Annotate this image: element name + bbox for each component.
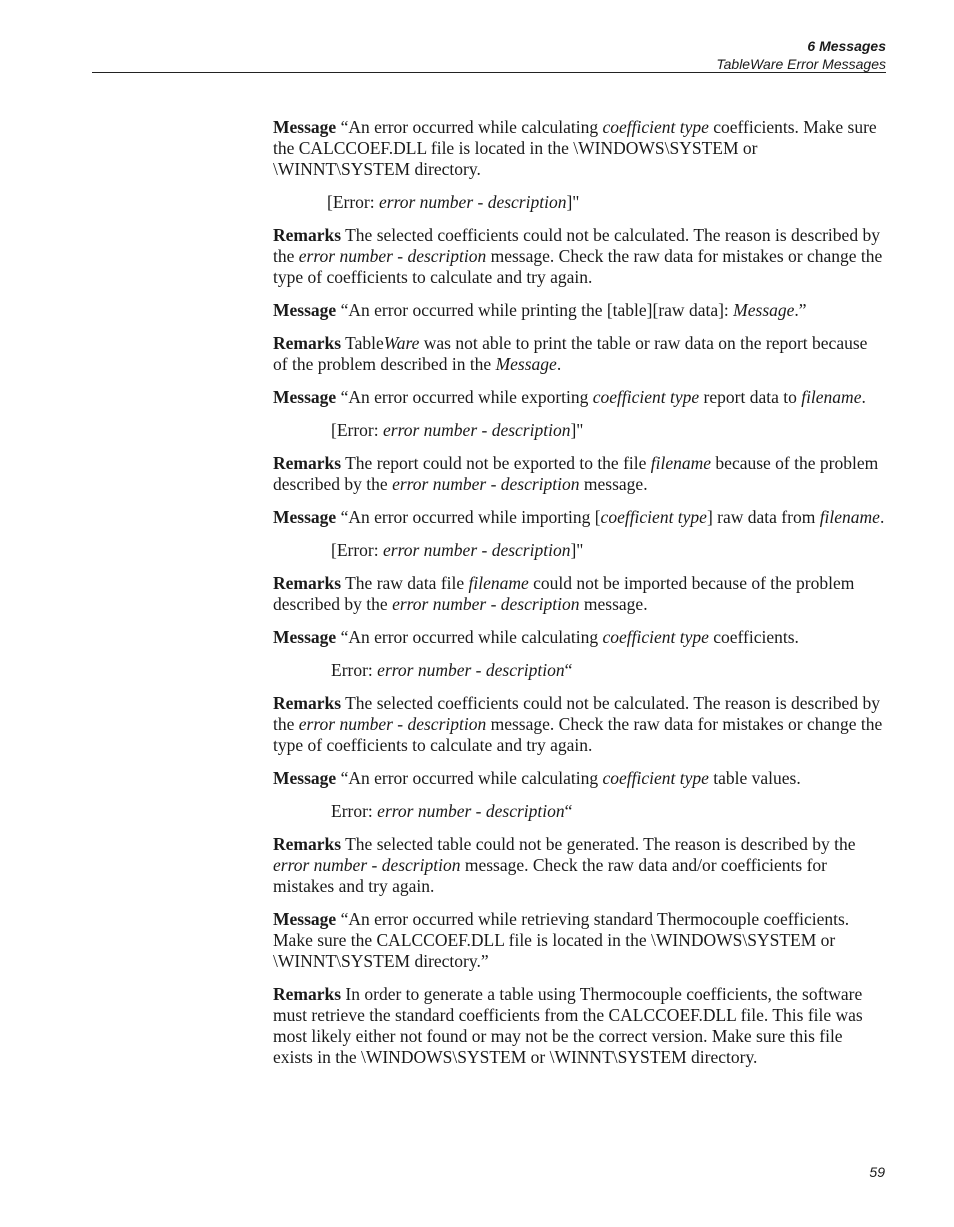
remarks-5: Remarks The selected coefficients could not be calculated. The reason is described by the error number - description message. Check the raw data for mistakes or change the type of coefficients to calculate and try again.: [273, 693, 883, 755]
remarks-label: Remarks: [273, 453, 342, 473]
error-line-4: [Error: error number - description]": [331, 540, 584, 560]
message-label: Message: [273, 117, 337, 137]
remarks-label: Remarks: [273, 225, 342, 245]
remarks-label: Remarks: [273, 693, 342, 713]
message-list: [273, 117, 885, 1080]
remarks-label: Remarks: [273, 984, 342, 1004]
remarks-6: Remarks The selected table could not be generated. The reason is described by the error number - description message. Check the raw data and/or coefficients for mistakes and try again.: [273, 834, 856, 896]
message-label: Message: [273, 768, 337, 788]
section-title: TableWare Error Messages: [716, 56, 886, 72]
message-7: Message “An error occurred while retrieving standard Thermocouple coefficients. Make sure the CALCCOEF.DLL file is located in the \WINDOWS\SYSTEM or \WINNT\SYSTEM directory.”: [273, 909, 850, 971]
remarks-7: Remarks In order to generate a table using Thermocouple coefficients, the software must retrieve the standard coefficients from the CALCCOEF.DLL file. This file was most likely either not found or may not be the correct version. Make sure this file exists in the \WINDOWS\SYSTEM or \WINNT\SYSTEM directory.: [273, 984, 863, 1067]
message-label: Message: [273, 300, 337, 320]
error-line-3: [Error: error number - description]": [331, 420, 584, 440]
message-label: Message: [273, 627, 337, 647]
remarks-label: Remarks: [273, 834, 342, 854]
message-label: Message: [273, 387, 337, 407]
message-5: Message “An error occurred while calculating coefficient type coefficients.: [273, 627, 799, 647]
error-line-6: Error: error number - description“: [331, 801, 573, 821]
page-number: 59: [869, 1164, 885, 1180]
message-label: Message: [273, 507, 337, 527]
remarks-label: Remarks: [273, 333, 342, 353]
remarks-label: Remarks: [273, 573, 342, 593]
error-line-1: [Error: error number - description]": [327, 192, 580, 212]
running-header: [716, 37, 886, 73]
message-1: Message “An error occurred while calculating coefficient type coefficients. Make sure the CALCCOEF.DLL file is located in the \WINDOWS\SYSTEM or \WINNT\SYSTEM directory.: [273, 117, 877, 179]
message-4: Message “An error occurred while importing [coefficient type] raw data from filename.: [273, 507, 885, 527]
remarks-2: Remarks TableWare was not able to print the table or raw data on the report because of the problem described in the Message.: [273, 333, 868, 374]
remarks-3: Remarks The report could not be exported to the file filename because of the problem described by the error number - description message.: [273, 453, 879, 494]
message-3: Message “An error occurred while exporting coefficient type report data to filename.: [273, 387, 866, 407]
message-label: Message: [273, 909, 337, 929]
header-rule: [92, 72, 886, 73]
message-6: Message “An error occurred while calculating coefficient type table values.: [273, 768, 801, 788]
error-line-5: Error: error number - description“: [331, 660, 573, 680]
remarks-1: Remarks The selected coefficients could not be calculated. The reason is described by the error number - description message. Check the raw data for mistakes or change the type of coefficients to calculate and try again.: [273, 225, 883, 287]
remarks-4: Remarks The raw data file filename could not be imported because of the problem described by the error number - description message.: [273, 573, 855, 614]
chapter-title: 6 Messages: [807, 38, 886, 54]
message-2: Message “An error occurred while printing the [table][raw data]: Message.”: [273, 300, 807, 320]
